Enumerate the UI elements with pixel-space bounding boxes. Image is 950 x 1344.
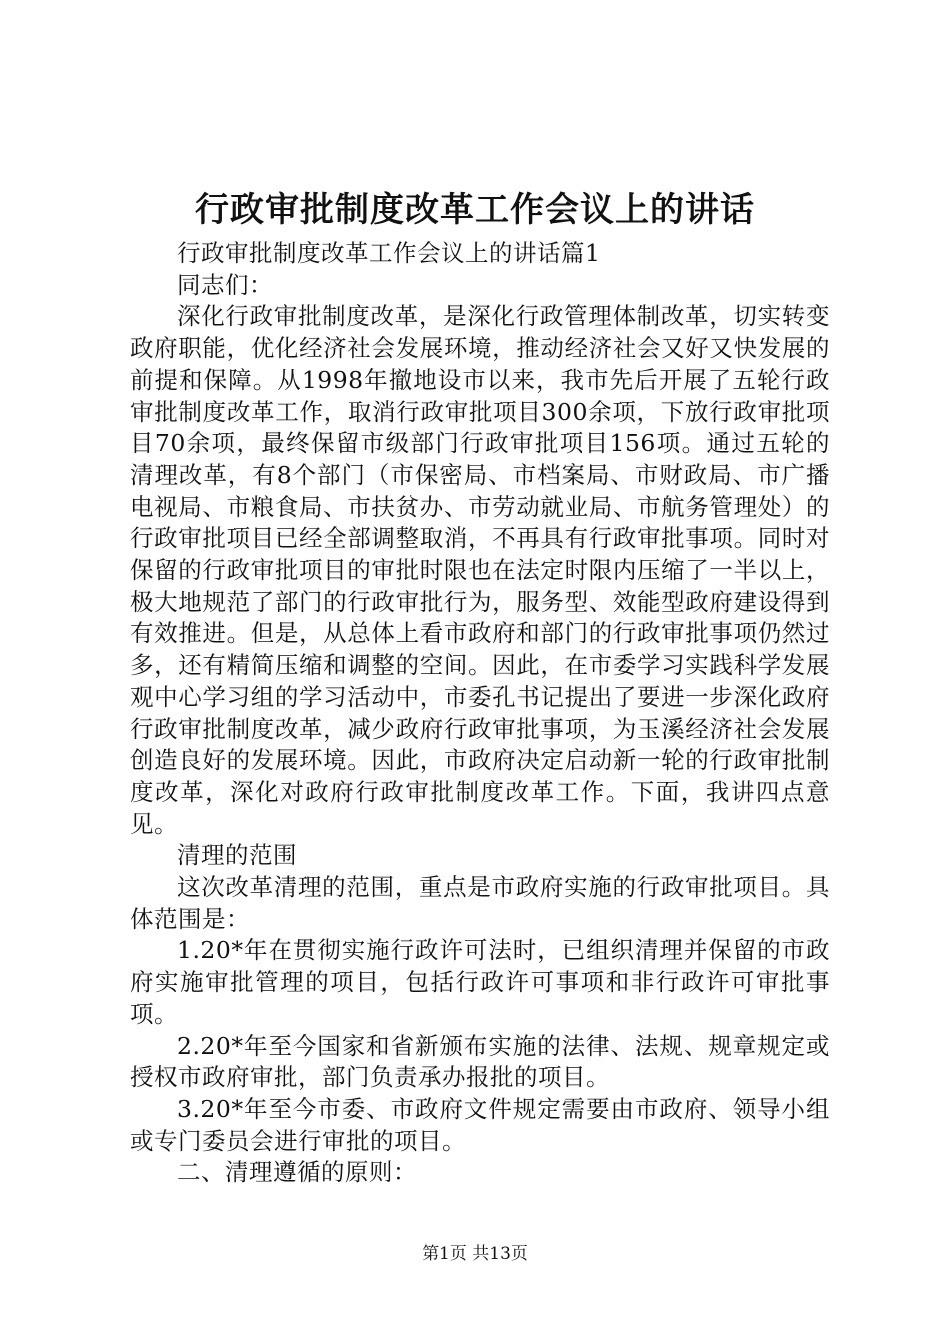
paragraph-scope-item-1: 1.20*年在贯彻实施行政许可法时，已组织清理并保留的市政府实施审批管理的项目，包括行政许可事项和非行政许可审批事项。 bbox=[130, 936, 830, 1028]
paragraph-salutation: 同志们： bbox=[177, 270, 273, 299]
paragraph-subtitle: 行政审批制度改革工作会议上的讲话篇1 bbox=[177, 239, 601, 267]
paragraph-scope-item-3: 3.20*年至今市委、市政府文件规定需要由市政府、领导小组或专门委员会进行审批的项目。 bbox=[130, 1094, 830, 1155]
document-title: 行政审批制度改革工作会议上的讲话 bbox=[195, 190, 755, 230]
paragraph-section-scope: 清理的范围 bbox=[177, 841, 297, 870]
document-body bbox=[130, 238, 830, 1189]
paragraph-section-principles: 二、清理遵循的原则： bbox=[177, 1158, 417, 1187]
page-footer: 第1页 共13页 bbox=[422, 1244, 528, 1264]
paragraph-scope-item-2: 2.20*年至今国家和省新颁布实施的法律、法规、规章规定或授权市政府审批，部门负责承办报批的项目。 bbox=[130, 1031, 830, 1092]
paragraph-intro: 深化行政审批制度改革，是深化行政管理体制改革，切实转变政府职能，优化经济社会发展环境，推动经济社会又好又快发展的前提和保障。从1998年撤地设市以来，我市先后开展了五轮行政审批制度改革工作，取消行政审批项目300余项，下放行政审批项目70余项，最终保留市级部门行政审批项目156项。通过五轮的清理改革，有8个部门（市保密局、市档案局、市财政局、市广播电视局、市粮食局、市扶贫办、市劳动就业局、市航务管理处）的行政审批项目已经全部调整取消，不再具有行政审批事项。同时对保留的行政审批项目的审批时限也在法定时限内压缩了一半以上，极大地规范了部门的行政审批行为，服务型、效能型政府建设得到有效推进。但是，从总体上看市政府和部门的行政审批事项仍然过多，还有精简压缩和调整的空间。因此，在市委学习实践科学发展观中心学习组的学习活动中，市委孔书记提出了要进一步深化政府行政审批制度改革，减少政府行政审批事项，为玉溪经济社会发展创造良好的发展环境。因此，市政府决定启动新一轮的行政审批制度改革，深化对政府行政审批制度改革工作。下面，我讲四点意见。 bbox=[130, 302, 830, 838]
paragraph-scope-intro: 这次改革清理的范围，重点是市政府实施的行政审批项目。具体范围是： bbox=[130, 873, 830, 933]
